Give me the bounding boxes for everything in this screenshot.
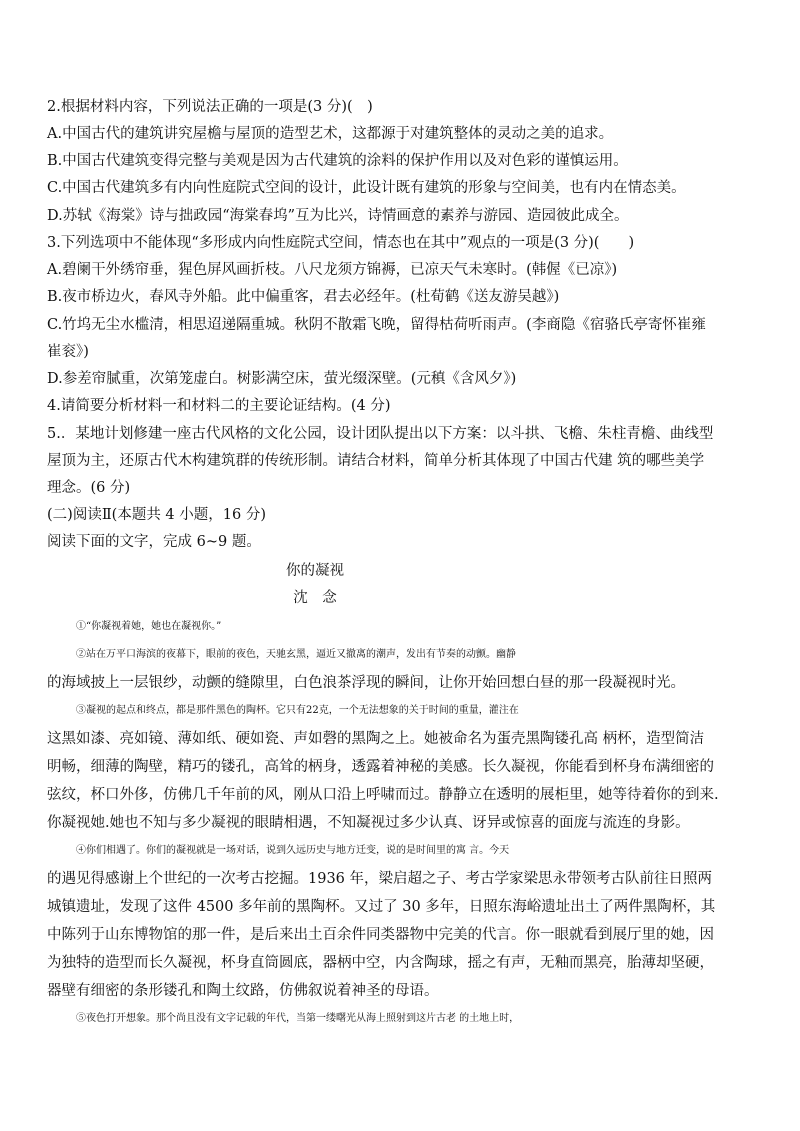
question-2-option-c: C.中国古代建筑多有内向性庭院式空间的设计，此设计既有建筑的形象与空间美，也有内在情态美。 xyxy=(47,180,686,196)
story-paragraph-1: ①“你凝视着她，她也在凝视你。” xyxy=(76,621,222,632)
question-3-option-c: C.竹坞无尘水槛清，相思迢递隔重城。秋阴不散霜飞晚，留得枯荷听雨声。(李商隐《宿骆氏亭寄怀崔雍 xyxy=(47,317,706,333)
story-paragraph-5: ⑤夜色打开想象。那个尚且没有文字记载的年代，当第一缕曙光从海上照射到这片古老 的土地上时， xyxy=(76,1013,520,1024)
question-2-option-b: B.中国古代建筑变得完整与美观是因为古代建筑的涂料的保护作用以及对色彩的谨慎运用。 xyxy=(47,153,628,169)
story-author: 沈 念 xyxy=(293,590,337,606)
question-3-option-c-cont: 崔衮》) xyxy=(47,344,89,360)
question-3-option-d: D.参差帘腻重，次第笼虚白。树影满空床，萤光缀深壁。(元稹《含风夕》) xyxy=(47,371,517,387)
question-5-stem: 5.．某地计划修建一座古代风格的文化公园，设计团队提出以下方案：以斗拱、飞檐、朱柱青檐、曲线型 xyxy=(47,426,714,442)
question-4-stem: 4.请简要分析材料一和材料二的主要论证结构。(4 分) xyxy=(47,398,391,414)
story-paragraph-4-cont: 为独特的造型而长久凝视，杯身直筒圆底，器柄中空，内含陶球，摇之有声，无釉而黑亮，胎薄却坚硬， xyxy=(47,955,714,971)
reading-instruction: 阅读下面的文字，完成 6~9 题。 xyxy=(47,534,261,550)
story-paragraph-4-cont: 的遇见得感谢上个世纪的一次考古挖掘。1936 年，梁启超之子、考古学家梁思永带领考古队前往日照两 xyxy=(47,871,713,887)
story-paragraph-3-cont: 弦纹，杯口外侈，仿佛几千年前的风，刚从口沿上呼啸而过。静静立在透明的展柜里，她等待着你的到来. xyxy=(47,787,719,803)
story-paragraph-4: ④你们相遇了。你们的凝视就是一场对话，说到久远历史与地方迁变，说的是时间里的寓 言。今天 xyxy=(76,845,510,856)
story-paragraph-2: ②站在万平口海滨的夜幕下，眼前的夜色，天驰玄黑，逼近又撤离的潮声，发出有节奏的动颤。幽静 xyxy=(76,649,516,660)
story-paragraph-3-cont: 你凝视她.她也不知与多少凝视的眼睛相遇，不知凝视过多少认真、讶异或惊喜的面庞与流连的身影。 xyxy=(47,815,690,831)
story-paragraph-3-cont: 这黑如漆、亮如镜、薄如纸、硬如瓷、声如磬的黑陶之上。她被命名为蛋壳黑陶镂孔高 柄杯，造型简洁 xyxy=(47,731,705,747)
question-5-stem-end: 理念。(6 分) xyxy=(47,480,131,496)
story-paragraph-4-cont: 城镇遗址，发现了这件 4500 多年前的黑陶杯。又过了 30 多年，日照东海峪遗址出土了两件黑陶杯，其 xyxy=(47,899,716,915)
question-5-stem-cont: 屋顶为主，还原古代木构建筑群的传统形制。请结合材料，简单分析其体现了中国古代建 筑的哪些美学 xyxy=(47,453,705,469)
story-paragraph-2-cont: 的海域披上一层银纱，动颤的缝隙里，白色浪茶浮现的瞬间，让你开始回想白昼的那一段凝视时光。 xyxy=(47,675,685,691)
question-2-stem: 2.根据材料内容，下列说法正确的一项是(3 分)( ) xyxy=(47,99,373,115)
story-paragraph-3: ③凝视的起点和终点，都是那件黑色的陶杯。它只有22克，一个无法想象的关于时间的重量，灌注在 xyxy=(76,705,519,716)
section-heading: (二)阅读Ⅱ(本题共 4 小题，16 分) xyxy=(47,507,266,523)
question-3-option-a: A.碧阑干外绣帘垂，猩色屏风画折枝。八尺龙须方锦褥，已凉天气未寒时。(韩偓《已凉》) xyxy=(47,262,618,278)
question-3-option-b: B.夜市桥边火，春风寺外船。此中偏重客，君去必经年。(杜荀鹤《送友游吴越》) xyxy=(47,289,560,305)
story-paragraph-3-cont: 明畅，细薄的陶壁，精巧的镂孔，高耸的柄身，透露着神秘的美感。长久凝视，你能看到杯身布满细密的 xyxy=(47,759,714,775)
story-paragraph-4-cont: 中陈列于山东博物馆的那一件，是后来出土百余件同类器物中完美的代言。你一眼就看到展厅里的她，因 xyxy=(47,927,714,943)
question-2-option-a: A.中国古代的建筑讲究屋檐与屋顶的造型艺术，这都源于对建筑整体的灵动之美的追求。 xyxy=(47,126,614,142)
story-paragraph-4-cont: 器壁有细密的条形镂孔和陶土纹路，仿佛叙说着神圣的母语。 xyxy=(47,983,439,999)
story-title: 你的凝视 xyxy=(286,563,344,579)
question-3-stem: 3.下列选项中不能体现“多形成内向性庭院式空间，情态也在其中”观点的一项是(3 分)( ) xyxy=(47,235,635,251)
question-2-option-d: D.苏轼《海棠》诗与拙政园“海棠春坞”互为比兴，诗情画意的素养与游园、造园彼此成全。 xyxy=(47,208,629,224)
